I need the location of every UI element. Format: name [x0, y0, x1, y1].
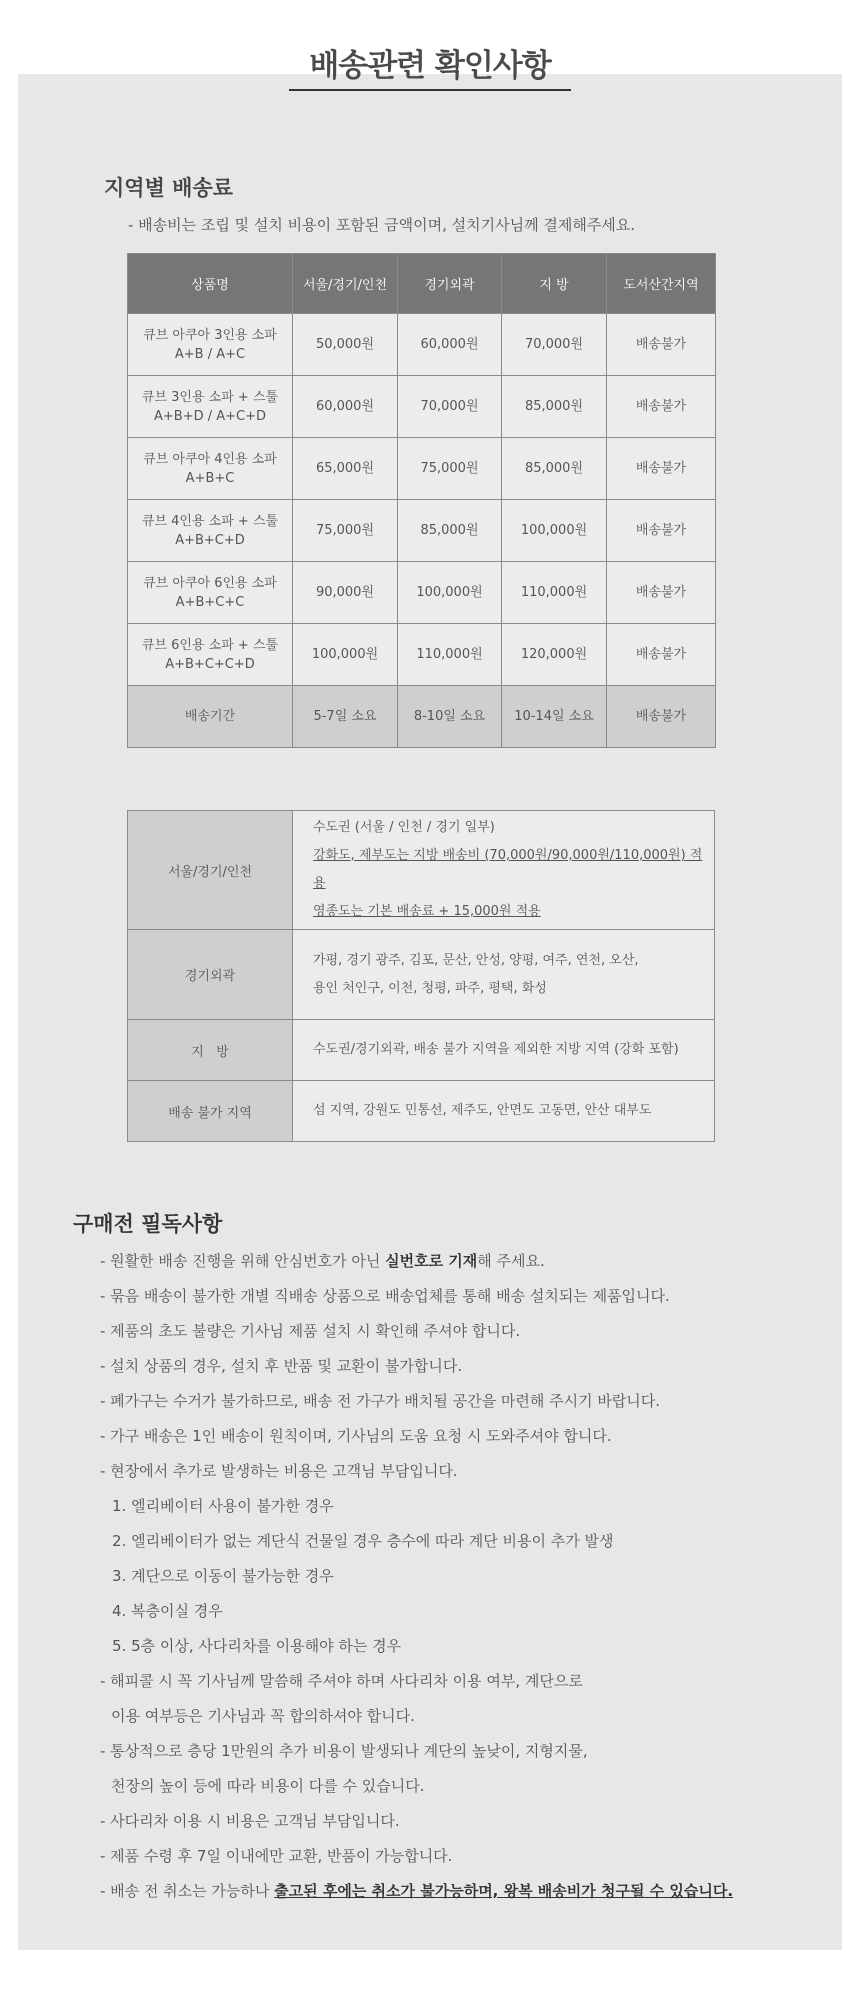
notice-title: 구매전 필독사항: [73, 1212, 223, 1236]
title-underline: [289, 89, 571, 91]
notice-emphasis: 출고된 후에는 취소가 불가능하며, 왕복 배송비가 청구될 수 있습니다.: [274, 1882, 734, 1900]
region-description: [293, 1081, 715, 1142]
list-item: - 해피콜 시 꼭 기사님께 말씀해 주셔야 하며 사다리차 이용 여부, 계단으로: [100, 1672, 583, 1690]
list-item: - 제품의 초도 불량은 기사님 제품 설치 시 확인해 주셔야 합니다.: [100, 1322, 521, 1340]
fee-cell: 65,000원: [293, 438, 398, 500]
product-name: 큐브 3인용 소파 + 스툴: [141, 389, 279, 405]
period-label-cell: 배송기간: [128, 686, 293, 748]
header-cell: 서울/경기/인천: [293, 254, 398, 314]
fee-cell: 70,000원: [502, 314, 607, 376]
product-name-cell: [128, 624, 293, 686]
product-name-cell: [128, 438, 293, 500]
notice-emphasis: 실번호로 기재: [385, 1252, 478, 1270]
fee-cell: 100,000원: [398, 562, 502, 624]
list-item: - 설치 상품의 경우, 설치 후 반품 및 교환이 불가합니다.: [100, 1357, 463, 1375]
list-item: - 현장에서 추가로 발생하는 비용은 고객님 부담입니다.: [100, 1462, 458, 1480]
region-row: [128, 930, 715, 1020]
numbered-item: 1. 엘리베이터 사용이 불가한 경우: [112, 1497, 334, 1515]
list-item: - 묶음 배송이 불가한 개별 직배송 상품으로 배송업체를 통해 배송 설치되는 제품입니다.: [100, 1287, 670, 1305]
numbered-item: 5. 5층 이상, 사다리차를 이용해야 하는 경우: [112, 1637, 402, 1655]
product-composition: A+B / A+C: [174, 346, 246, 362]
list-item: [100, 1874, 800, 1909]
list-item-continuation: 천장의 높이 등에 따라 비용이 다를 수 있습니다.: [111, 1777, 425, 1795]
fee-cell: 85,000원: [502, 376, 607, 438]
product-name-cell: [128, 500, 293, 562]
table-row: [128, 562, 716, 624]
notice-text: - 원활한 배송 진행을 위해 안심번호가 아닌: [100, 1252, 386, 1270]
product-name: 큐브 아쿠아 6인용 소파: [143, 575, 277, 591]
list-item: - 통상적으로 층당 1만원의 추가 비용이 발생되나 계단의 높낮이, 지형지물,: [100, 1742, 588, 1760]
page-title: 배송관련 확인사항: [309, 48, 551, 84]
period-cell: 5-7일 소요: [293, 686, 398, 748]
notice-text: 해 주세요.: [477, 1252, 545, 1270]
fee-cell: 90,000원: [293, 562, 398, 624]
product-composition: A+B+C+C: [175, 594, 245, 610]
list-item: - 폐가구는 수거가 불가하므로, 배송 전 가구가 배치될 공간을 마련해 주시기 바랍니다.: [100, 1392, 661, 1410]
fee-cell: 배송불가: [607, 500, 716, 562]
region-name: 서울/경기/인천: [128, 811, 293, 930]
region-line: 용인 처인구, 이천, 청평, 파주, 평택, 화성: [313, 980, 547, 996]
product-composition: A+B+C+C+D: [165, 656, 255, 672]
fee-cell: 75,000원: [398, 438, 502, 500]
header-cell: 지 방: [502, 254, 607, 314]
shipping-fee-note: - 배송비는 조립 및 설치 비용이 포함된 금액이며, 설치기사님께 결제해주세요.: [128, 216, 636, 234]
product-name: 큐브 아쿠아 4인용 소파: [143, 451, 277, 467]
product-composition: A+B+C+D: [175, 532, 245, 548]
region-table: [127, 810, 715, 1142]
numbered-item: 4. 복층이실 경우: [112, 1602, 223, 1620]
notice-text: - 배송 전 취소는 가능하나: [100, 1882, 275, 1900]
notice-list: [100, 1244, 800, 1909]
table-header-row: [128, 254, 716, 314]
table-row: [128, 438, 716, 500]
product-composition: A+B+C: [185, 470, 235, 486]
product-name-cell: [128, 562, 293, 624]
fee-cell: 배송불가: [607, 438, 716, 500]
list-item-continuation: 이용 여부등은 기사님과 꼭 합의하셔야 합니다.: [111, 1707, 415, 1725]
header-cell: 도서산간지역: [607, 254, 716, 314]
product-name: 큐브 아쿠아 3인용 소파: [143, 327, 277, 343]
product-composition: A+B+D / A+C+D: [153, 408, 267, 424]
fee-cell: 배송불가: [607, 314, 716, 376]
header-cell: 상품명: [128, 254, 293, 314]
fee-cell: 85,000원: [502, 438, 607, 500]
product-name: 큐브 4인용 소파 + 스툴: [141, 513, 279, 529]
period-cell: 10-14일 소요: [502, 686, 607, 748]
delivery-period-row: [128, 686, 716, 748]
numbered-item: 2. 엘리베이터가 없는 계단식 건물일 경우 층수에 따라 계단 비용이 추가 발생: [112, 1532, 614, 1550]
list-item: - 가구 배송은 1인 배송이 원칙이며, 기사님의 도움 요청 시 도와주셔야 합니다.: [100, 1427, 612, 1445]
fee-cell: 배송불가: [607, 562, 716, 624]
fee-cell: 60,000원: [398, 314, 502, 376]
region-name: 경기외곽: [128, 930, 293, 1020]
fee-cell: 100,000원: [293, 624, 398, 686]
region-name: 지 방: [128, 1020, 293, 1081]
fee-cell: 110,000원: [398, 624, 502, 686]
list-item: - 제품 수령 후 7일 이내에만 교환, 반품이 가능합니다.: [100, 1847, 453, 1865]
shipping-fee-title: 지역별 배송료: [104, 176, 234, 200]
fee-cell: 110,000원: [502, 562, 607, 624]
shipping-fee-table: [127, 253, 716, 748]
region-description: [293, 811, 715, 930]
table-row: [128, 500, 716, 562]
region-line: 가평, 경기 광주, 김포, 문산, 안성, 양평, 여주, 연천, 오산,: [313, 952, 639, 968]
fee-cell: 75,000원: [293, 500, 398, 562]
region-line: 수도권/경기외곽, 배송 불가 지역을 제외한 지방 지역 (강화 포함): [313, 1042, 679, 1057]
region-row: [128, 1020, 715, 1081]
region-name: 배송 불가 지역: [128, 1081, 293, 1142]
period-cell: 배송불가: [607, 686, 716, 748]
fee-cell: 85,000원: [398, 500, 502, 562]
region-line: 영종도는 기본 배송료 + 15,000원 적용: [313, 904, 541, 919]
fee-cell: 60,000원: [293, 376, 398, 438]
fee-cell: 120,000원: [502, 624, 607, 686]
table-row: [128, 314, 716, 376]
list-item: [100, 1244, 800, 1279]
fee-cell: 배송불가: [607, 376, 716, 438]
product-name-cell: [128, 314, 293, 376]
table-row: [128, 624, 716, 686]
fee-cell: 50,000원: [293, 314, 398, 376]
product-name-cell: [128, 376, 293, 438]
region-line: 강화도, 제부도는 지방 배송비 (70,000원/90,000원/110,000원) 적용: [313, 848, 703, 891]
product-name: 큐브 6인용 소파 + 스툴: [141, 637, 279, 653]
region-description: [293, 1020, 715, 1081]
list-item: - 사다리차 이용 시 비용은 고객님 부담입니다.: [100, 1812, 400, 1830]
region-description: [293, 930, 715, 1020]
region-row: [128, 811, 715, 930]
header-cell: 경기외곽: [398, 254, 502, 314]
region-line: 섬 지역, 강원도 민통선, 제주도, 안면도 고동면, 안산 대부도: [313, 1103, 652, 1118]
region-line: 수도권 (서울 / 인천 / 경기 일부): [313, 820, 495, 835]
fee-cell: 70,000원: [398, 376, 502, 438]
region-row: [128, 1081, 715, 1142]
table-row: [128, 376, 716, 438]
fee-cell: 100,000원: [502, 500, 607, 562]
numbered-item: 3. 계단으로 이동이 불가능한 경우: [112, 1567, 334, 1585]
fee-cell: 배송불가: [607, 624, 716, 686]
period-cell: 8-10일 소요: [398, 686, 502, 748]
